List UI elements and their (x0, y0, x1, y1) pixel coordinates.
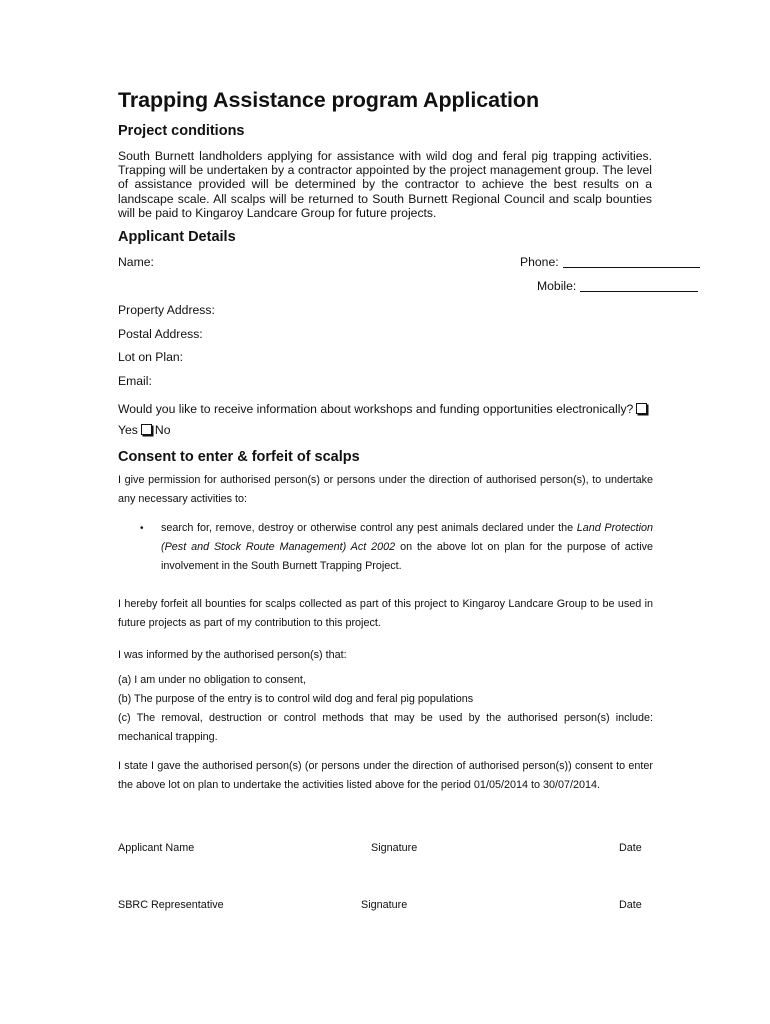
mobile-label: Mobile: (537, 279, 577, 293)
applicant-date-label: Date (619, 842, 642, 854)
no-label: No (154, 423, 171, 437)
mobile-line (580, 280, 698, 292)
item-a: (a) I am under no obligation to consent, (118, 674, 306, 686)
project-conditions-heading: Project conditions (118, 123, 245, 139)
bullet-text-a: search for, remove, destroy or otherwise control any pest animals declared under the (161, 522, 574, 534)
project-conditions-text: South Burnett landholders applying for assistance with wild dog and feral pig trapping activities. Trapping will be undertaken by a contractor appointed by the project management group. The level of assistance provided will be determined by the contractor to achieve the best results on a landscape scale. All scalps will be returned to South Burnett Regional Council and scalp bounties will be paid to Kingaroy Landcare Group for future projects. (118, 149, 652, 220)
item-c: (c) The removal, destruction or control methods that may be used by the authorised person(s) include: mechanical trapping. (118, 712, 653, 743)
bullet-dot: • (140, 523, 144, 534)
bullet-item (161, 519, 653, 576)
question-checkbox[interactable] (636, 403, 647, 414)
yes-checkbox[interactable] (141, 424, 152, 435)
consent-heading: Consent to enter & forfeit of scalps (118, 449, 360, 465)
act-name: Land Protection (Pest and Stock Route Management) Act 2002 (161, 522, 654, 553)
consent-statement: I state I gave the authorised person(s) (or persons under the direction of authorised person(s)) consent to enter the above lot on plan to undertake the activities listed above for the period 01/05/2014 to 30/07/2014. (118, 760, 653, 791)
postal-address-label: Postal Address: (118, 327, 203, 341)
consent-intro: I give permission for authorised person(s) or persons under the direction of authorised person(s), to undertake any necessary activities to: (118, 474, 653, 505)
forfeit-statement: I hereby forfeit all bounties for scalps collected as part of this project to Kingaroy Landcare Group to be used in future projects as part of my contribution to this project. (118, 598, 653, 629)
item-b: (b) The purpose of the entry is to control wild dog and feral pig populations (118, 693, 474, 705)
yes-no-options (118, 423, 170, 437)
bullet-text-b: on the above lot on plan for the purpose of active involvement in the South Burnett Trapping Project. (161, 541, 653, 572)
applicant-details-heading: Applicant Details (118, 229, 236, 245)
lot-on-plan-label: Lot on Plan: (118, 350, 184, 364)
phone-label: Phone: (520, 255, 559, 269)
yes-label: Yes (118, 423, 138, 437)
electronic-info-question (118, 402, 650, 416)
informed-statement: I was informed by the authorised person(s) that: (118, 649, 347, 661)
property-address-label: Property Address: (118, 303, 215, 317)
applicant-signature-label: Signature (371, 842, 418, 854)
phone-line (563, 256, 700, 268)
email-label: Email: (118, 374, 152, 388)
applicant-name-label: Applicant Name (118, 842, 195, 854)
question-text: Would you like to receive information about workshops and funding opportunities electronically? (118, 402, 634, 416)
sbrc-representative-label: SBRC Representative (118, 899, 224, 911)
mobile-field[interactable] (537, 279, 698, 293)
name-label: Name: (118, 255, 154, 269)
sbrc-date-label: Date (619, 899, 642, 911)
phone-field[interactable] (520, 255, 700, 269)
sbrc-signature-label: Signature (361, 899, 408, 911)
page-title: Trapping Assistance program Application (118, 88, 539, 112)
